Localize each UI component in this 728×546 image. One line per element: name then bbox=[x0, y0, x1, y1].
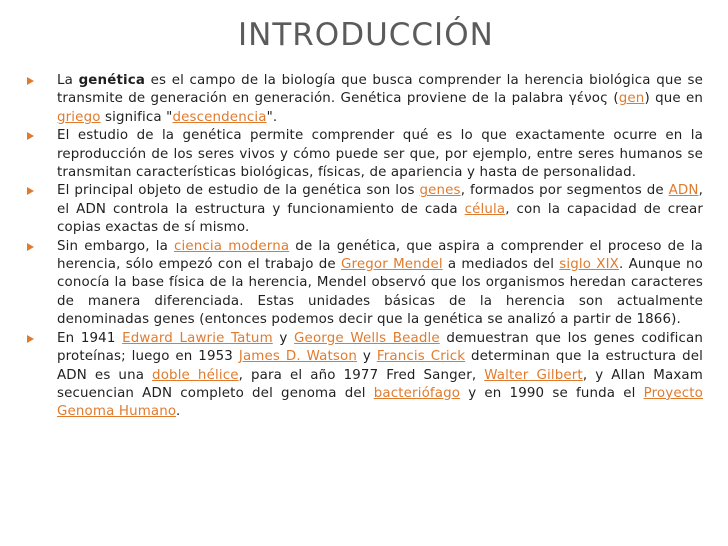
text: En 1941 bbox=[57, 330, 123, 346]
text: , el ADN controla la estructura y funcionamiento de cada bbox=[57, 183, 703, 217]
link-genes[interactable]: genes bbox=[419, 183, 461, 199]
slide-body bbox=[27, 72, 703, 422]
text: El estudio de la genética permite comprender qué es lo que exactamente ocurre en la reproducción de los seres vivos y cómo puede ser que, por ejemplo, entre seres humanos se transmitan características biológicas, físicas, de apariencia y hasta de personalidad. bbox=[57, 128, 703, 181]
text: a mediados del bbox=[442, 257, 560, 273]
text: El principal objeto de estudio de la genética son los bbox=[57, 183, 420, 199]
bullet-item-4 bbox=[27, 238, 703, 330]
link-celula[interactable]: célula bbox=[464, 201, 506, 217]
link-george-wells-beadle[interactable]: George Wells Beadle bbox=[294, 330, 440, 346]
link-proyecto-genoma-humano[interactable]: Proyecto Genoma Humano bbox=[57, 385, 703, 420]
link-edward-lawrie-tatum[interactable]: Edward Lawrie Tatum bbox=[122, 330, 273, 346]
text: ) que en bbox=[644, 91, 704, 107]
orange-triangle-bullet-icon bbox=[27, 132, 34, 140]
link-siglo-xix[interactable]: siglo XIX bbox=[559, 257, 620, 273]
orange-triangle-bullet-icon bbox=[27, 187, 34, 195]
text: , para el año 1977 Fred Sanger, bbox=[238, 367, 485, 383]
text: . bbox=[176, 404, 181, 420]
bullet-item-3 bbox=[27, 182, 703, 237]
link-bacteriofago[interactable]: bacteriófago bbox=[373, 385, 461, 401]
link-james-d-watson[interactable]: James D. Watson bbox=[238, 349, 357, 365]
text: demuestran que los genes codifican proteínas; luego en 1953 bbox=[57, 330, 703, 365]
slide-header bbox=[0, 0, 728, 65]
link-ciencia-moderna[interactable]: ciencia moderna bbox=[174, 238, 290, 254]
text: ". bbox=[266, 109, 278, 125]
orange-triangle-bullet-icon bbox=[27, 335, 34, 343]
text: , y Allan Maxam secuencian ADN completo del genoma del bbox=[57, 367, 703, 401]
bullet-item-2 bbox=[27, 127, 703, 182]
text: , formados por segmentos de bbox=[460, 183, 669, 199]
text: y bbox=[357, 349, 377, 365]
link-gregor-mendel[interactable]: Gregor Mendel bbox=[340, 257, 443, 273]
bullet-item-1 bbox=[27, 72, 703, 127]
link-doble-helice[interactable]: doble hélice bbox=[152, 367, 239, 383]
orange-triangle-bullet-icon bbox=[27, 243, 34, 251]
text: . Aunque no conocía la base física de la herencia, Mendel observó que los organismos heredan caracteres de manera diferenciada. Estas unidades básicas de la herencia son actualmente denominadas genes (entonces podemos decir que la genética se analizó a partir de 1866). bbox=[57, 257, 703, 328]
link-descendencia[interactable]: descendencia bbox=[172, 109, 267, 125]
text: de la genética, que aspira a comprender el proceso de la herencia, sólo empezó con el trabajo de bbox=[57, 238, 703, 273]
bullet-item-5 bbox=[27, 330, 703, 422]
link-francis-crick[interactable]: Francis Crick bbox=[376, 349, 466, 365]
text: y bbox=[272, 330, 295, 346]
text: Sin embargo, la bbox=[57, 238, 175, 254]
text: La bbox=[57, 73, 79, 88]
text: significa " bbox=[100, 109, 173, 125]
orange-triangle-bullet-icon bbox=[27, 77, 34, 85]
link-griego[interactable]: griego bbox=[57, 109, 101, 125]
text: , con la capacidad de crear copias exactas de sí mismo. bbox=[57, 201, 703, 236]
term-genetica: genética bbox=[78, 73, 146, 88]
link-gen[interactable]: gen bbox=[618, 91, 645, 107]
link-walter-gilbert[interactable]: Walter Gilbert bbox=[484, 367, 583, 383]
text: es el campo de la biología que busca comprender la herencia biológica que se transmite de generación en generación. Genética proviene de la palabra γένος ( bbox=[57, 73, 704, 107]
text: determinan que la estructura del ADN es una bbox=[57, 349, 703, 383]
text: y en 1990 se funda el bbox=[460, 385, 644, 401]
slide-title-text: INTRODUCCIÓN bbox=[238, 17, 494, 53]
link-adn[interactable]: ADN bbox=[668, 183, 699, 199]
